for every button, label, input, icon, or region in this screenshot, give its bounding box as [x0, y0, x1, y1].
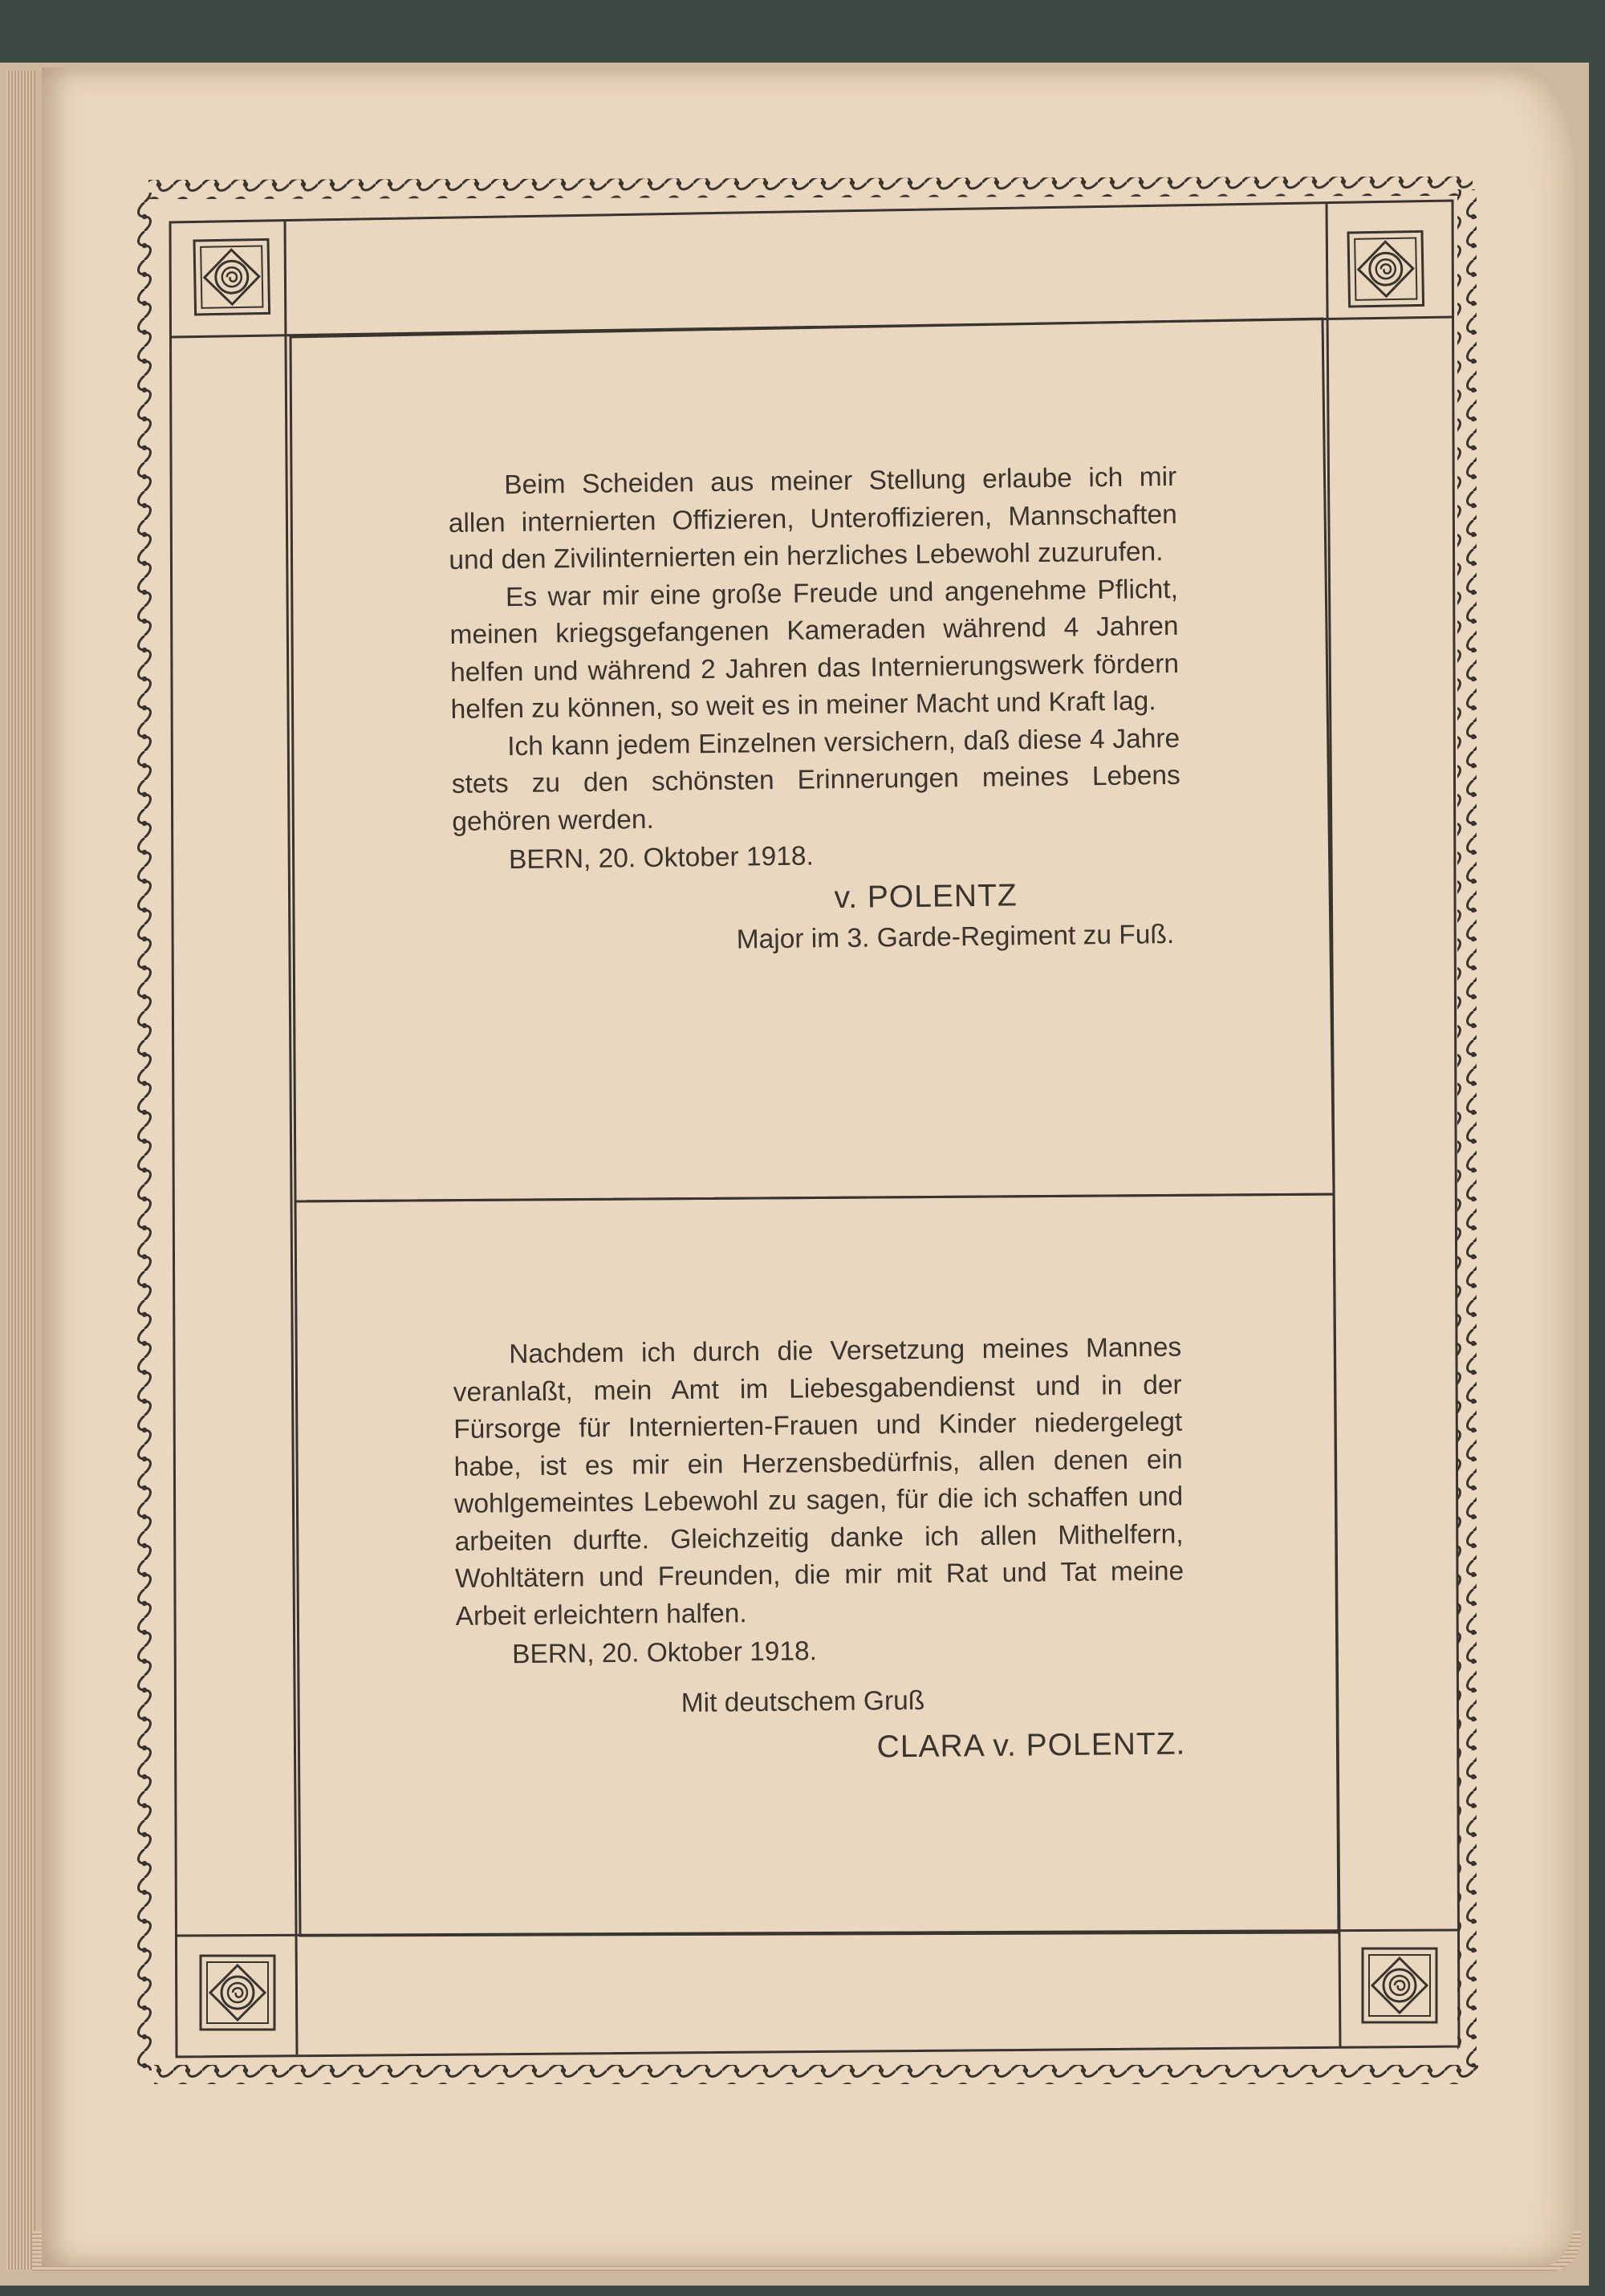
letter-1-paragraph-2: Es war mir eine große Freude und angenehme Pflicht, meinen kriegsgefangenen Kameraden während 4 Jahren helfen und während 2 Jahren das Internierungswerk fördern helfen zu können, so weit es in meiner Macht und Kraft lag. — [449, 574, 1180, 725]
rose-ornament-icon — [194, 239, 270, 315]
rose-ornament-icon — [201, 1956, 274, 2030]
wave-border-left — [135, 193, 154, 2070]
letter-1-signature-rank: Major im 3. Garde-Regiment zu Fuß. — [736, 919, 1175, 955]
letter-2-paragraph-1: Nachdem ich durch die Versetzung meines Mannes veranlaßt, mein Amt im Liebesgabendienst und in der Fürsorge für Internierten-Frauen und Kinder niedergelegt habe, ist es mir ein Herzensbedürfnis, allen denen ein wohlgemeintes Lebewohl zu sagen, für die ich schaffen und arbeiten durfte. Gleichzeitig danke ich allen Mithelfern, Wohltätern und Freunden, die mir mit Rat und Tat meine Arbeit erleichtern halfen. — [453, 1332, 1184, 1632]
letter-1-paragraph-1: Beim Scheiden aus meiner Stellung erlaube ich mir allen internierten Offizieren, Unteroffizieren, Mannschaften und den Zivilinternierten ein herzliches Lebewohl zuzurufen. — [448, 461, 1178, 575]
letter-1-signature-name: v. POLENTZ — [834, 877, 1018, 915]
wave-border-right — [1457, 189, 1477, 2067]
rose-ornament-icon — [1348, 231, 1424, 307]
farewell-letter-major — [448, 459, 1182, 962]
wave-border-top — [148, 177, 1473, 199]
rose-ornament-icon — [1363, 1949, 1436, 2022]
letter-1-dateline: BERN, 20. Oktober 1918. — [508, 841, 815, 876]
letter-2-greeting: Mit deutschem Gruß — [681, 1685, 925, 1718]
farewell-letter-clara — [453, 1329, 1186, 1775]
letter-1-paragraph-3: Ich kann jedem Einzelnen versichern, daß diese 4 Jahre stets zu den schönsten Erinnerungen meines Lebens gehören werden. — [451, 723, 1180, 837]
letter-2-signature-name: CLARA v. POLENTZ. — [876, 1726, 1186, 1765]
letter-2-dateline: BERN, 20. Oktober 1918. — [511, 1636, 818, 1670]
wave-border-bottom — [154, 2065, 1478, 2084]
